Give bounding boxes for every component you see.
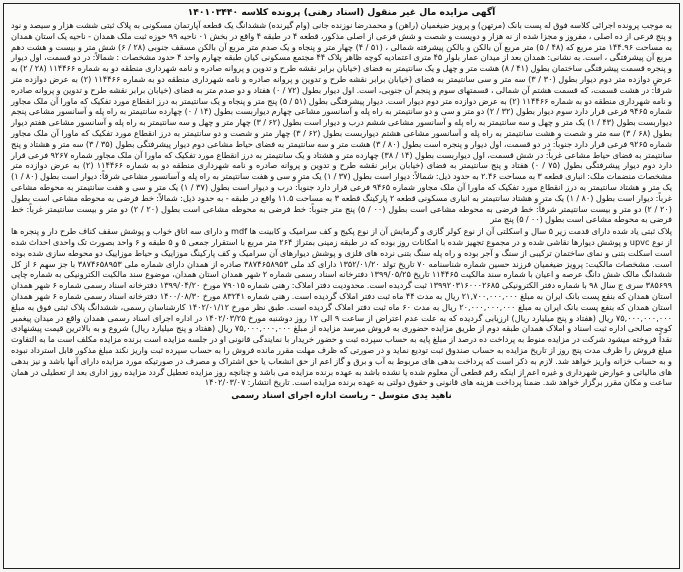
auction-notice <box>3 3 680 569</box>
signature-line: ناهید یدی متوسل – ریاست اداره اجرای اسناد رسمی <box>231 391 452 402</box>
notice-title: آگهی مزایده مال غیر منقول (اسناد رهنی) پرونده کلاسه ۱۴۰۱۰۳۴۴۰ <box>187 7 496 18</box>
property-description-paragraph: به موجب پرونده اجرائی کلاسه فوق له پست بانک (مرتهن) و پرویز ضیغمیان (راهن) و محمدرضا نوزنده جانی (وام گیرنده) ششدانگ یک قطعه آپارتمان مسکونی به پلاک ثبتی ششت هزار و سیصد و نود و پنج فرعی از ده اصلی ، مفروز و مجزا شده از نه هزار و دویست و شصت و شش فرعی از اصلی مذکور، قطعه ۴ در طبقه ۴ واقع در بخش ۰۱ ناحیه ۹۹ حوزه ثبت ملک همدان - ناحیه یک استان همدان به مساحت ۱۴۴.۹۶ متر مربع که (۴۸ / ۵) متر مربع آن بالکن و بالکن پیشرفته شمالی ، (۵۱ / ۴) چهار متر و پنجاه و یک صدم متر مربع آن بالکن مسقف جنوبی (۲۸ / ۶) شش متر و بیست و هشت دهم مربع آن پیشرفتگی ، است. به نشانی: همدان بعد از میدان عمار بلوار ۴۵ متری اعتمادیه کوچه ظاهر پلاک ۴۴ مجتمع مسکونی کیان طبقه چهارم واحد ۴ حدود مشخصات : شمالاً: در دو قسمت، اول دیوار و پنجره قسمت پیشرفتگی ساختمان بطول (۴۱ / ۸) هشت متر و چهل و یک سانتیمتر به فضای (خیابان برابر نقشه طرح و تدوین و پروانه صادره و نامه شهرداری منطقه دو به شماره ۱۱۴۴۶۶ (۲۸ / ۲) به عرض دوازده متر دوم دیوار بطول (۳۰ / ۳) سه متر و سی سانتیمتر به فضای (خیابان برابر نقشه طرح و تدوین و پروانه صادره و نامه شهرداری منطقه دو به شماره ۱۱۴۴۶۶ (۲) به عرض دوازده متر شرقاً: در هشت قسمت، که قسمت هشتم آن شمالی ، قسمتهای سوم و پنجم آن جنوبی، است. اول دیوار بطول (۷۲ / ۰) هفتاد و دو صدم متر به فضای (خیابان برابر نقشه طرح و تدوین و پروانه صادره و نامه شهرداری منطقه دو به شماره ۱۱۴۴۶۶ (۲) به عرض دوازده متر دوم دیوار است. دیوار پیشرفتگی بطول (۵۱ / ۵) پنج متر و پنجاه و یک سانتیمتر به درز انقطاع مورد تفکیک که ماورا آن ملک مجاور شماره ۹۴۶۵ فرعی قرار دارد سوم دیوار بطول (۳۲ / ۲) دو متر و سی و دو سانتیمتر به راه پله و آسانسور مشاعی چهارم دیواربست بطول (۱۴ / ۰) چهارده سانتیمتر به راه پله و آسانسور مشاعی پنجم دیواربست بطول (۴۳ / ۱) یک متر و چهل و سه سانتیمتر به راه پله و آسانسور مشاعی ششم درب و دیوار است بطول (۶۲ / ۳) چهار متر و چهل و سه سانتیمتر به راه پله و آسانسور مشاعی هفتم دیوار بطول (۶۸ / ۳) سه متر و شصت و هشت سانتیمتر به راه پله و آسانسور مشاعی هشتم دیواربست بطول (۶۲ / ۳) چهار متر و شصت و دو سانتیمتر به درز انقطاع مورد تفکیک که ماورا آن ملک مجاور شماره ۹۲۶۵ فرعی قرار دارد جنوباً: در دو قسمت، اول دیوار و پنجره است بطول (۸۰ / ۳) هشت متر و سه سانتیمتر به فضای حیاط مشاعی دوم دیوار پیشرفتگی بطول (۳۵ / ۳) سه متر و هشتاد و پنج سانتیمتر به فضای حیاط مشاعی غرباً: در شش قسمت، اول دیواربست بطول (۱۴ / ۳۸) چهارده متر و هشتاد و یک سانتیمتر به درز انقطاع مورد تفکیک که ماورا آن ملک مجاور شماره ۹۲۶۷ فرعی قرار دارد دوم دیوار پیشرفتگی بطول (۷۵ / ۰) هفتاد و پنج سانتیمتر به فضای (خیابان برابر نقشه طرح و تدوین و پروانه صادره و نامه شهرداری منطقه دو به شماره ۱۱۴۴۶۶ (۲) به عرض دوازده متر مشخصات منضمات ملک: انباری قطعه ۳ به مساحت ۲.۴۶ به حدود ذیل: شمالاً: دیوار است بطول (۳۷ / ۱) یک متر و سی و هفت سانتیمتر به راه پله و آسانسور مشاعی شرقاً: دیوار است بطول (۸۰ / ۱) یک متر و هشتاد سانتیمتر به درز انقطاع مورد تفکیک که ماورا آن ملک مجاور شماره ۹۴۶۵ فرعی قرار دارد جنوباً: درب و دیوار است بطول (۳۷ / ۱) یک متر و سی و هفت سانتیمتر به محوطه مشاعی غرباً: دیوار است بطول (۸۰ / ۱) یک متر و هشتاد سانتیمتر به انباری مسکونی قطعه ۲ پارکینگ قطعه ۳ به مساحت ۱۱.۵ واقع در طبقه - به حدود ذیل: شمالاً: خط فرضی به محوطه مشاعی است بطول (۲۰ / ۲) دو متر و بیست سانتیمتر شرقاً: خط فرضی به محوطه مشاعی است بطول (۰۰ / ۵) پنج متر جنوباً: خط فرضی به محوطه مشاعی است بطول (۲۰ / ۲) دو متر و بیست سانتیمتر غرباً: خط فرضی به محوطه مشاعی است بطول (۰۰ / ۵) پنج متر <box>10 20 673 225</box>
auction-terms-paragraph: پلاک ثبتی یاد شده دارای قدمت زیر ۵ سال و اسکلتی آن از نوع کولر گازی و گرمایش آن از نوع پکیج و کف سرامیک و کابینت ها mdf و دارای سه اتاق خواب و پوشش سقف کناف طرح دار و پنجره ها از نوع upvc و پوشش دیوارها نقاشی شده و در مجموع تجهیز شده با امکانات روز بوده که در طبقه زمینی بمتراژ ۲۶۴ متر مربع با استقرار جمعی ۵ و ۵ طبقه و ۶ واحد بصورت تک واحدی احداث شده است اسکلت بتنی و نمای ساختمان ترکیبی از سنگ و آجر بوده و راه پله سنگ بتنی نرده های فلزی و پوشش دیوارهای آن سرامیک و کف پارکینگ موزاییک و حیاط موزاییک دو محوطه سازی شده بوده است. مشخصات مالکیت: پرویز ضیغمیان فرزند حسین شماره شناسنامه ۷۰ تاریخ تولد ۱۳۵۲/۰۱/۲۰ دارای کد ملی ۳۸۷۴۶۵۸۹۵۳ صادره از همدان دارای شماره ملی ۳۸۷۴۶۵۸۹۵۳ با جز سهم ۶ از کل ششدانگ مالک شش دانگ عرصه و اعیان با شماره سند مالکیت ۱۱۴۴۶۵ تاریخ ۱۳۹۹/۰۵/۲۵ دفترخانه اسناد رسمی شماره ۲ شهر همدان استان همدان، موضوع سند مالکیت الکترونیکی به شماره چاپی ۳۸۵۶۹۹ سری ج سال ۹۸ با شماره دفتر الکترونیکی ۱۳۹۹۲۰۳۱۶۰۰۰۲۶۸۵ ثبت گردیده است. محدودیت دفتر املاک: رهنی شماره ۷۹۰۱۵ مورخ ۱۳۹۹/۰۴/۲۰ دفترخانه اسناد رسمی شماره ۶ شهر همدان استان همدان که بنفع پست بانک ایران به مبلغ ۲۱,۷۰۰,۰۰۰,۰۰۰ ریال به مدت ۴۴ ماه ثبت دفتر املاک گردیده است. رهنی شماره ۸۳۲۴۱ مورخ ۱۴۰۰/۰۸/۳۰ دفترخانه اسناد رسمی شماره ۶ شهر همدان استان همدان که بنفع پست بانک ایران به مبلغ ۲۰,۰۰۰,۰۰۰,۰۰۰ ریال به مدت ۶۰ ماه ثبت دفتر املاک گردیده است. طبق نظر مورخ ۱۴۰۲/۰۱/۱۲ کارشناسان رسمی، ششدانگ پلاک ثبتی فوق به مبلغ ۷۵,۰۰۰,۰۰۰,۰۰۰ ریال (هفتاد و پنج میلیارد ریال) ارزیابی گردیده که به علت عدم اعتراض از ساعت ۹ الی ۱۲ روز دوشنبه مورخ ۱۴۰۲/۰۳/۲۵ در اداره اجرای اسناد رسمی همدان واقع در میدان پیغمبر کوچه صالحی اداره ثبت اسناد و املاک همدان طبقه دوم از طریق مزایده حضوری به فروش میرسد مزایده از مبلغ ۷۵,۰۰۰,۰۰۰,۰۰۰ ریال (هفتاد و پنج میلیارد ریال) شروع و به بالاترین قیمت پیشنهادی نقداً فروخته میشود شرکت در مزایده منوط به پرداخت ده درصد از مبلغ پایه به حساب سپرده ثبت و حضور خریدار با نمایندگی قانونی او در جلسه مزایده است برنده مزایده مکلف است ما به التفاوت مبلغ فروش را ظرف مدت پنج روز از تاریخ مزایده به حساب صندوق ثبت تودیع نماید و در صورتی که ظرف مهلت مقرر مانده فروش را به حساب سپرده ثبت واریز نکند مبلغ مذکور قابل استرداد نبوده و به حساب خزانه واریز خواهد شد. لازم به ذکر است که پرداخت بدهی های مربوط به آب و برق و گاز اعم از حق انشعاب یا حق اشتراک و مصرف در صورتیکه مورد مزایده دارای آنها باشد و نیز بدهی های مالیاتی و عوارض شهرداری و غیره اعم از اینکه رقم قطعی آن معلوم شده یا نشده باشد به عهده برنده مزایده می باشد و چنانچه روز مزایده تعطیل گردد مزایده روز اداری بعد از تعطیلی در همان ساعت و مکان مقرر برگزار خواهد شد. ضمناً پرداخت هزینه های قانونی و حقوق دولتی به عهده برنده مزایده است. تاریخ انتشار: ۱۴۰۲/۰۳/۰۷ <box>11 226 673 388</box>
